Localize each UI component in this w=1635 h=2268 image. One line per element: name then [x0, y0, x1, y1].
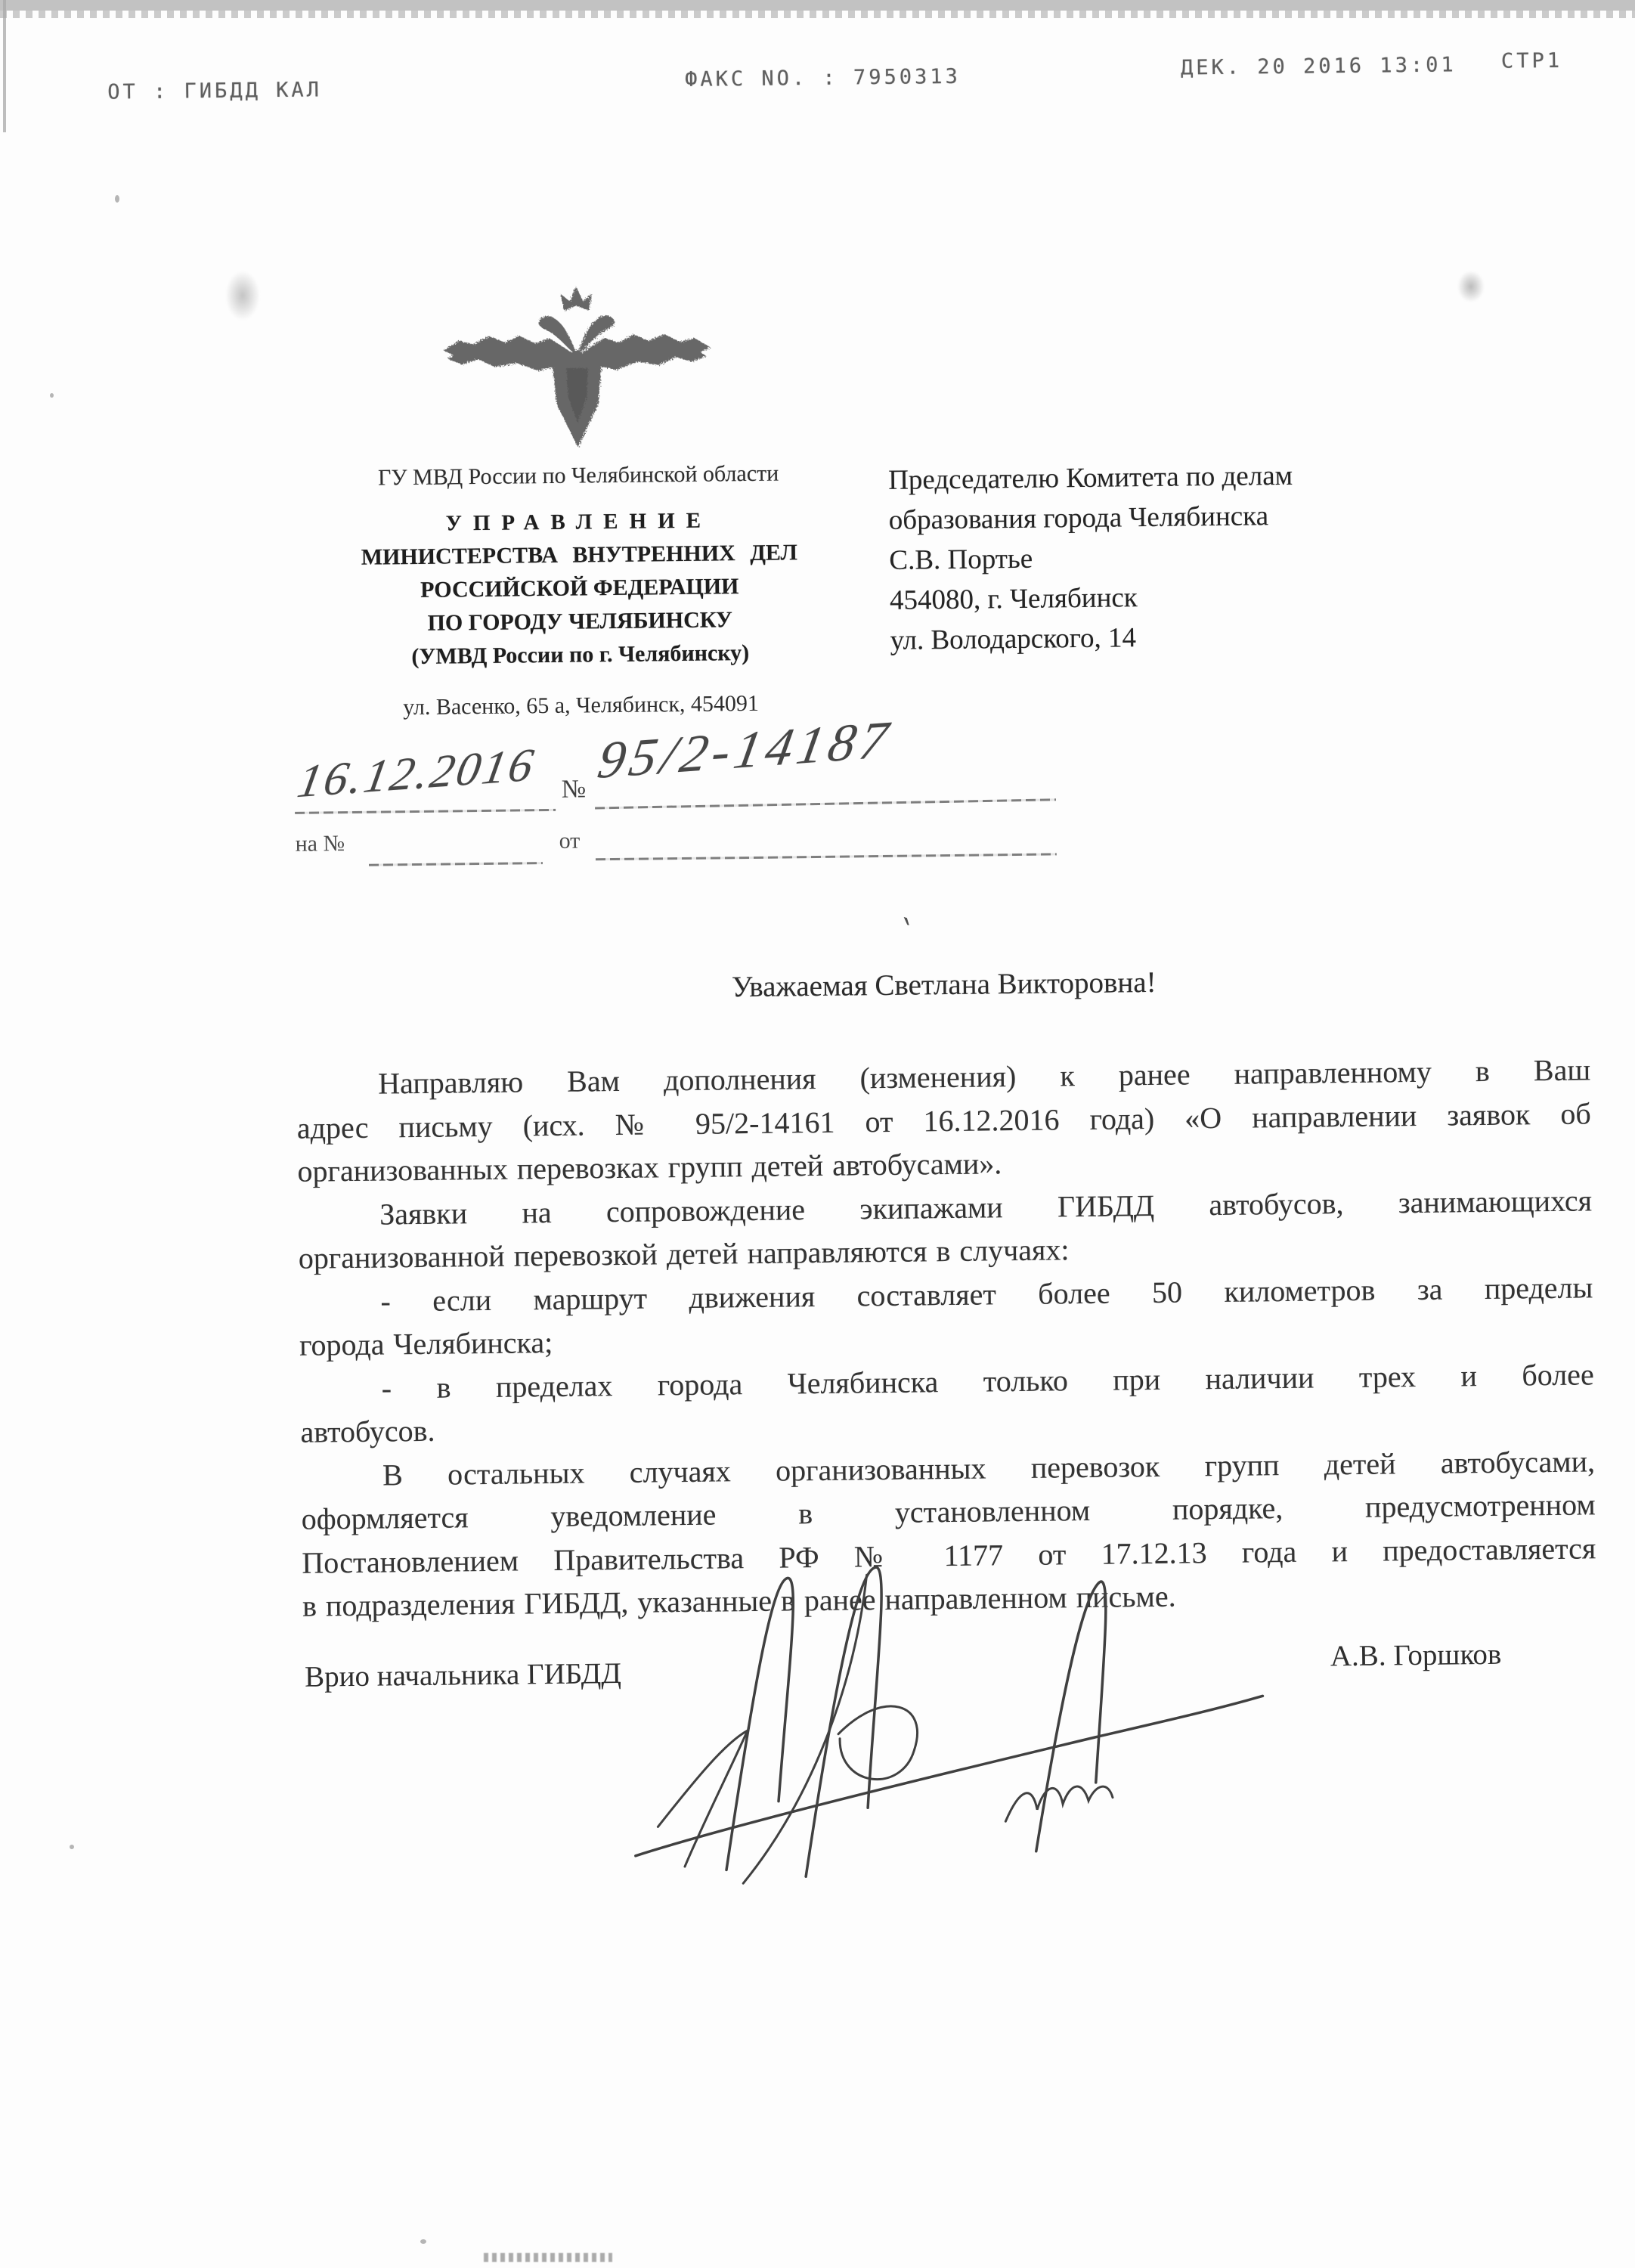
- text-line: образования города Челябинска: [888, 500, 1269, 536]
- body-text: [296, 1048, 1596, 1628]
- paragraph: [299, 1266, 1593, 1367]
- paragraph: [296, 1048, 1592, 1193]
- reply-date-label: от: [559, 828, 581, 854]
- mvd-double-headed-eagle-icon: [432, 277, 722, 458]
- number-sign: №: [561, 775, 587, 804]
- letterhead-parent-org: ГУ МВД России по Челябинской области: [377, 460, 779, 491]
- letterhead: [240, 276, 918, 723]
- paragraph: [299, 1352, 1594, 1454]
- text-line: адрес письму (исх. № 95/2-14161 от 16.12.2016 года) «О направлении заявок об: [296, 1095, 1592, 1145]
- text-line: организованной перевозкой детей направляются в случаях:: [298, 1232, 1070, 1275]
- signature-scrawl: [609, 1546, 1293, 1886]
- text-line: оформляется уведомление в установленном порядке, предусмотренном: [301, 1487, 1596, 1536]
- text-line: МИНИСТЕРСТВА ВНУТРЕННИХ ДЕЛ: [361, 540, 798, 570]
- recipient-block: [888, 454, 1480, 661]
- text-line: (УМВД России по г. Челябинску): [411, 640, 750, 670]
- text-line: Председателю Комитета по делам: [887, 460, 1293, 496]
- date-underline: [295, 809, 556, 814]
- reply-number-underline: [369, 862, 543, 866]
- text-line: организованных перевозках групп детей автобусами».: [297, 1146, 1002, 1188]
- fax-page-label: СТР1: [1500, 48, 1563, 73]
- letterhead-org-name: [243, 501, 917, 675]
- outgoing-number-handwritten: 95/2-14187: [593, 711, 897, 790]
- text-line: ПО ГОРОДУ ЧЕЛЯБИНСКУ: [427, 607, 733, 636]
- scan-stray-mark: `: [890, 911, 919, 956]
- text-line: Постановлением Правительства РФ № 1177 от 17.12.13 года и предоставляется: [302, 1530, 1596, 1580]
- fax-from-label: ОТ : ГИБДД КАЛ: [107, 78, 323, 104]
- salutation: Уважаемая Светлана Викторовна!: [731, 965, 1157, 1004]
- signatory-position: Врио начальника ГИБДД: [304, 1656, 622, 1693]
- reply-date-underline: [596, 853, 1057, 860]
- text-line: Заявки на сопровождение экипажами ГИБДД автобусов, занимающихся: [379, 1182, 1593, 1232]
- text-line: С.В. Портье: [889, 543, 1033, 576]
- text-line: РОССИЙСКОЙ ФЕДЕРАЦИИ: [420, 574, 739, 603]
- text-line: 454080, г. Челябинск: [889, 582, 1138, 616]
- signatory-name: А.В. Горшков: [1330, 1637, 1502, 1673]
- text-line: города Челябинска;: [299, 1325, 553, 1362]
- text-line: В остальных случаях организованных перевозок групп детей автобусами,: [382, 1443, 1596, 1492]
- fax-number-label: ФАКС NO. : 7950313: [684, 64, 961, 91]
- text-line: автобусов.: [300, 1413, 435, 1449]
- reply-number-label: на №: [295, 831, 345, 857]
- text-line: - в пределах города Челябинска только при наличии трех и более: [381, 1356, 1594, 1405]
- text-line: УПРАВЛЕНИЕ: [445, 508, 713, 536]
- fax-datetime-label: ДЕК. 20 2016 13:01: [1180, 53, 1457, 80]
- text-line: - если маршрут движения составляет более 50 километров за пределы: [380, 1269, 1593, 1318]
- letterhead-address: ул. Васенко, 65 а, Челябинск, 454091: [403, 690, 760, 720]
- paragraph: [298, 1179, 1593, 1280]
- text-line: ул. Володарского, 14: [890, 622, 1137, 656]
- outgoing-date-handwritten: 16.12.2016: [293, 739, 540, 808]
- text-line: в подразделения ГИБДД, указанные в ранее направленном письме.: [302, 1579, 1176, 1623]
- number-underline: [595, 798, 1056, 809]
- text-line: Направляю Вам дополнения (изменения) к ранее направленному в Ваш: [377, 1052, 1591, 1101]
